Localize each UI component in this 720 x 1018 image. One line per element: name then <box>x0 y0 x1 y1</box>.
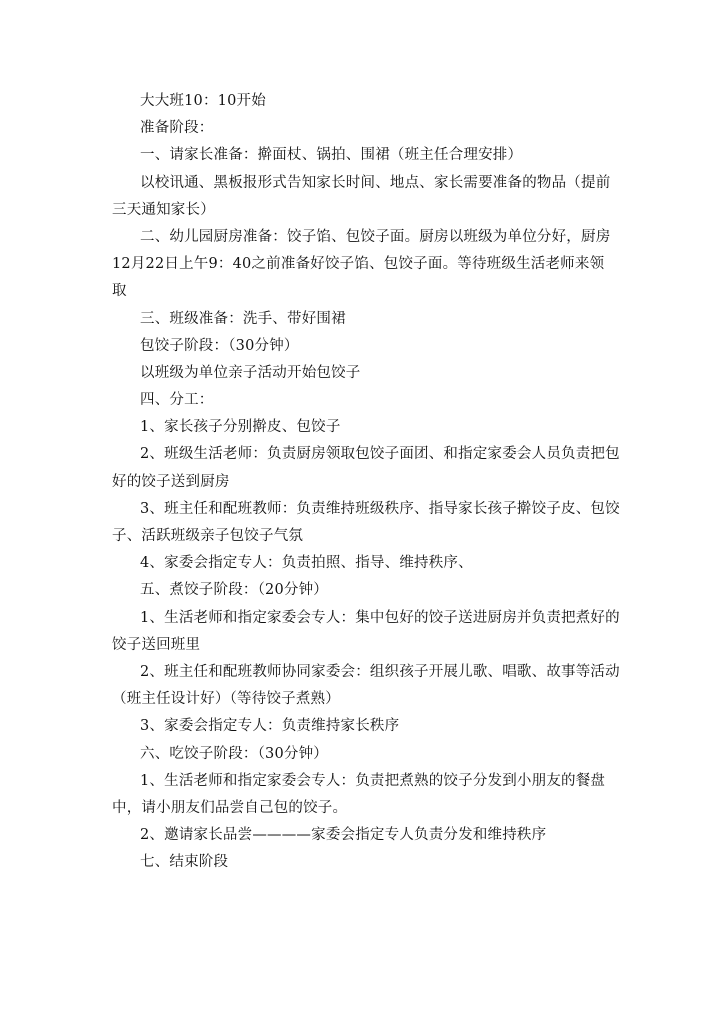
paragraph-start-time: 大大班10：10开始 <box>140 93 266 109</box>
paragraph-notify-parents: 以校讯通、黑板报形式告知家长时间、地点、家长需要准备的物品（提前 三天通知家长） <box>112 174 611 218</box>
paragraph-eating-1: 1、生活老师和指定家委会专人：负责把煮熟的饺子分发到小朋友的餐盘 中，请小朋友们品尝自己包的饺子。 <box>112 772 606 816</box>
paragraph-parent-prep: 一、请家长准备：擀面杖、锅拍、围裙（班主任合理安排） <box>140 147 523 164</box>
paragraph-eating-2: 2、邀请家长品尝————家委会指定专人负责分发和维持秩序 <box>140 827 547 844</box>
paragraph-wrapping-stage: 包饺子阶段：（30分钟） <box>140 337 299 354</box>
paragraph-prep-stage: 准备阶段： <box>140 120 214 137</box>
paragraph-division-heading: 四、分工： <box>140 392 214 409</box>
paragraph-boiling-stage: 五、煮饺子阶段：（20分钟） <box>140 582 328 599</box>
paragraph-kitchen-prep: 二、幼儿园厨房准备：饺子馅、包饺子面。厨房以班级为单位分好，厨房 12月22日上午9：40之前准备好饺子馅、包饺子面。等待班级生活老师来领 取 <box>112 228 611 300</box>
paragraph-class-prep: 三、班级准备：洗手、带好围裙 <box>140 310 346 327</box>
paragraph-boiling-1: 1、生活老师和指定家委会专人：集中包好的饺子送进厨房并负责把煮好的 饺子送回班里 <box>112 609 620 653</box>
document-page <box>112 88 620 876</box>
paragraph-wrapping-start: 以班级为单位亲子活动开始包饺子 <box>140 364 361 381</box>
paragraph-division-1: 1、家长孩子分别擀皮、包饺子 <box>140 419 341 436</box>
paragraph-boiling-3: 3、家委会指定专人：负责维持家长秩序 <box>140 718 400 735</box>
paragraph-division-2: 2、班级生活老师：负责厨房领取包饺子面团、和指定家委会人员负责把包 好的饺子送到厨房 <box>112 446 620 490</box>
paragraph-ending-stage: 七、结束阶段 <box>140 854 229 871</box>
paragraph-eating-stage: 六、吃饺子阶段：（30分钟） <box>140 745 328 762</box>
paragraph-division-4: 4、家委会指定专人：负责拍照、指导、维持秩序、 <box>140 555 473 572</box>
paragraph-division-3: 3、班主任和配班教师：负责维持班级秩序、指导家长孩子擀饺子皮、包饺 子、活跃班级亲子包饺子气氛 <box>112 500 620 544</box>
paragraph-boiling-2: 2、班主任和配班教师协同家委会：组织孩子开展儿歌、唱歌、故事等活动 （班主任设计好）（等待饺子煮熟） <box>112 663 620 708</box>
